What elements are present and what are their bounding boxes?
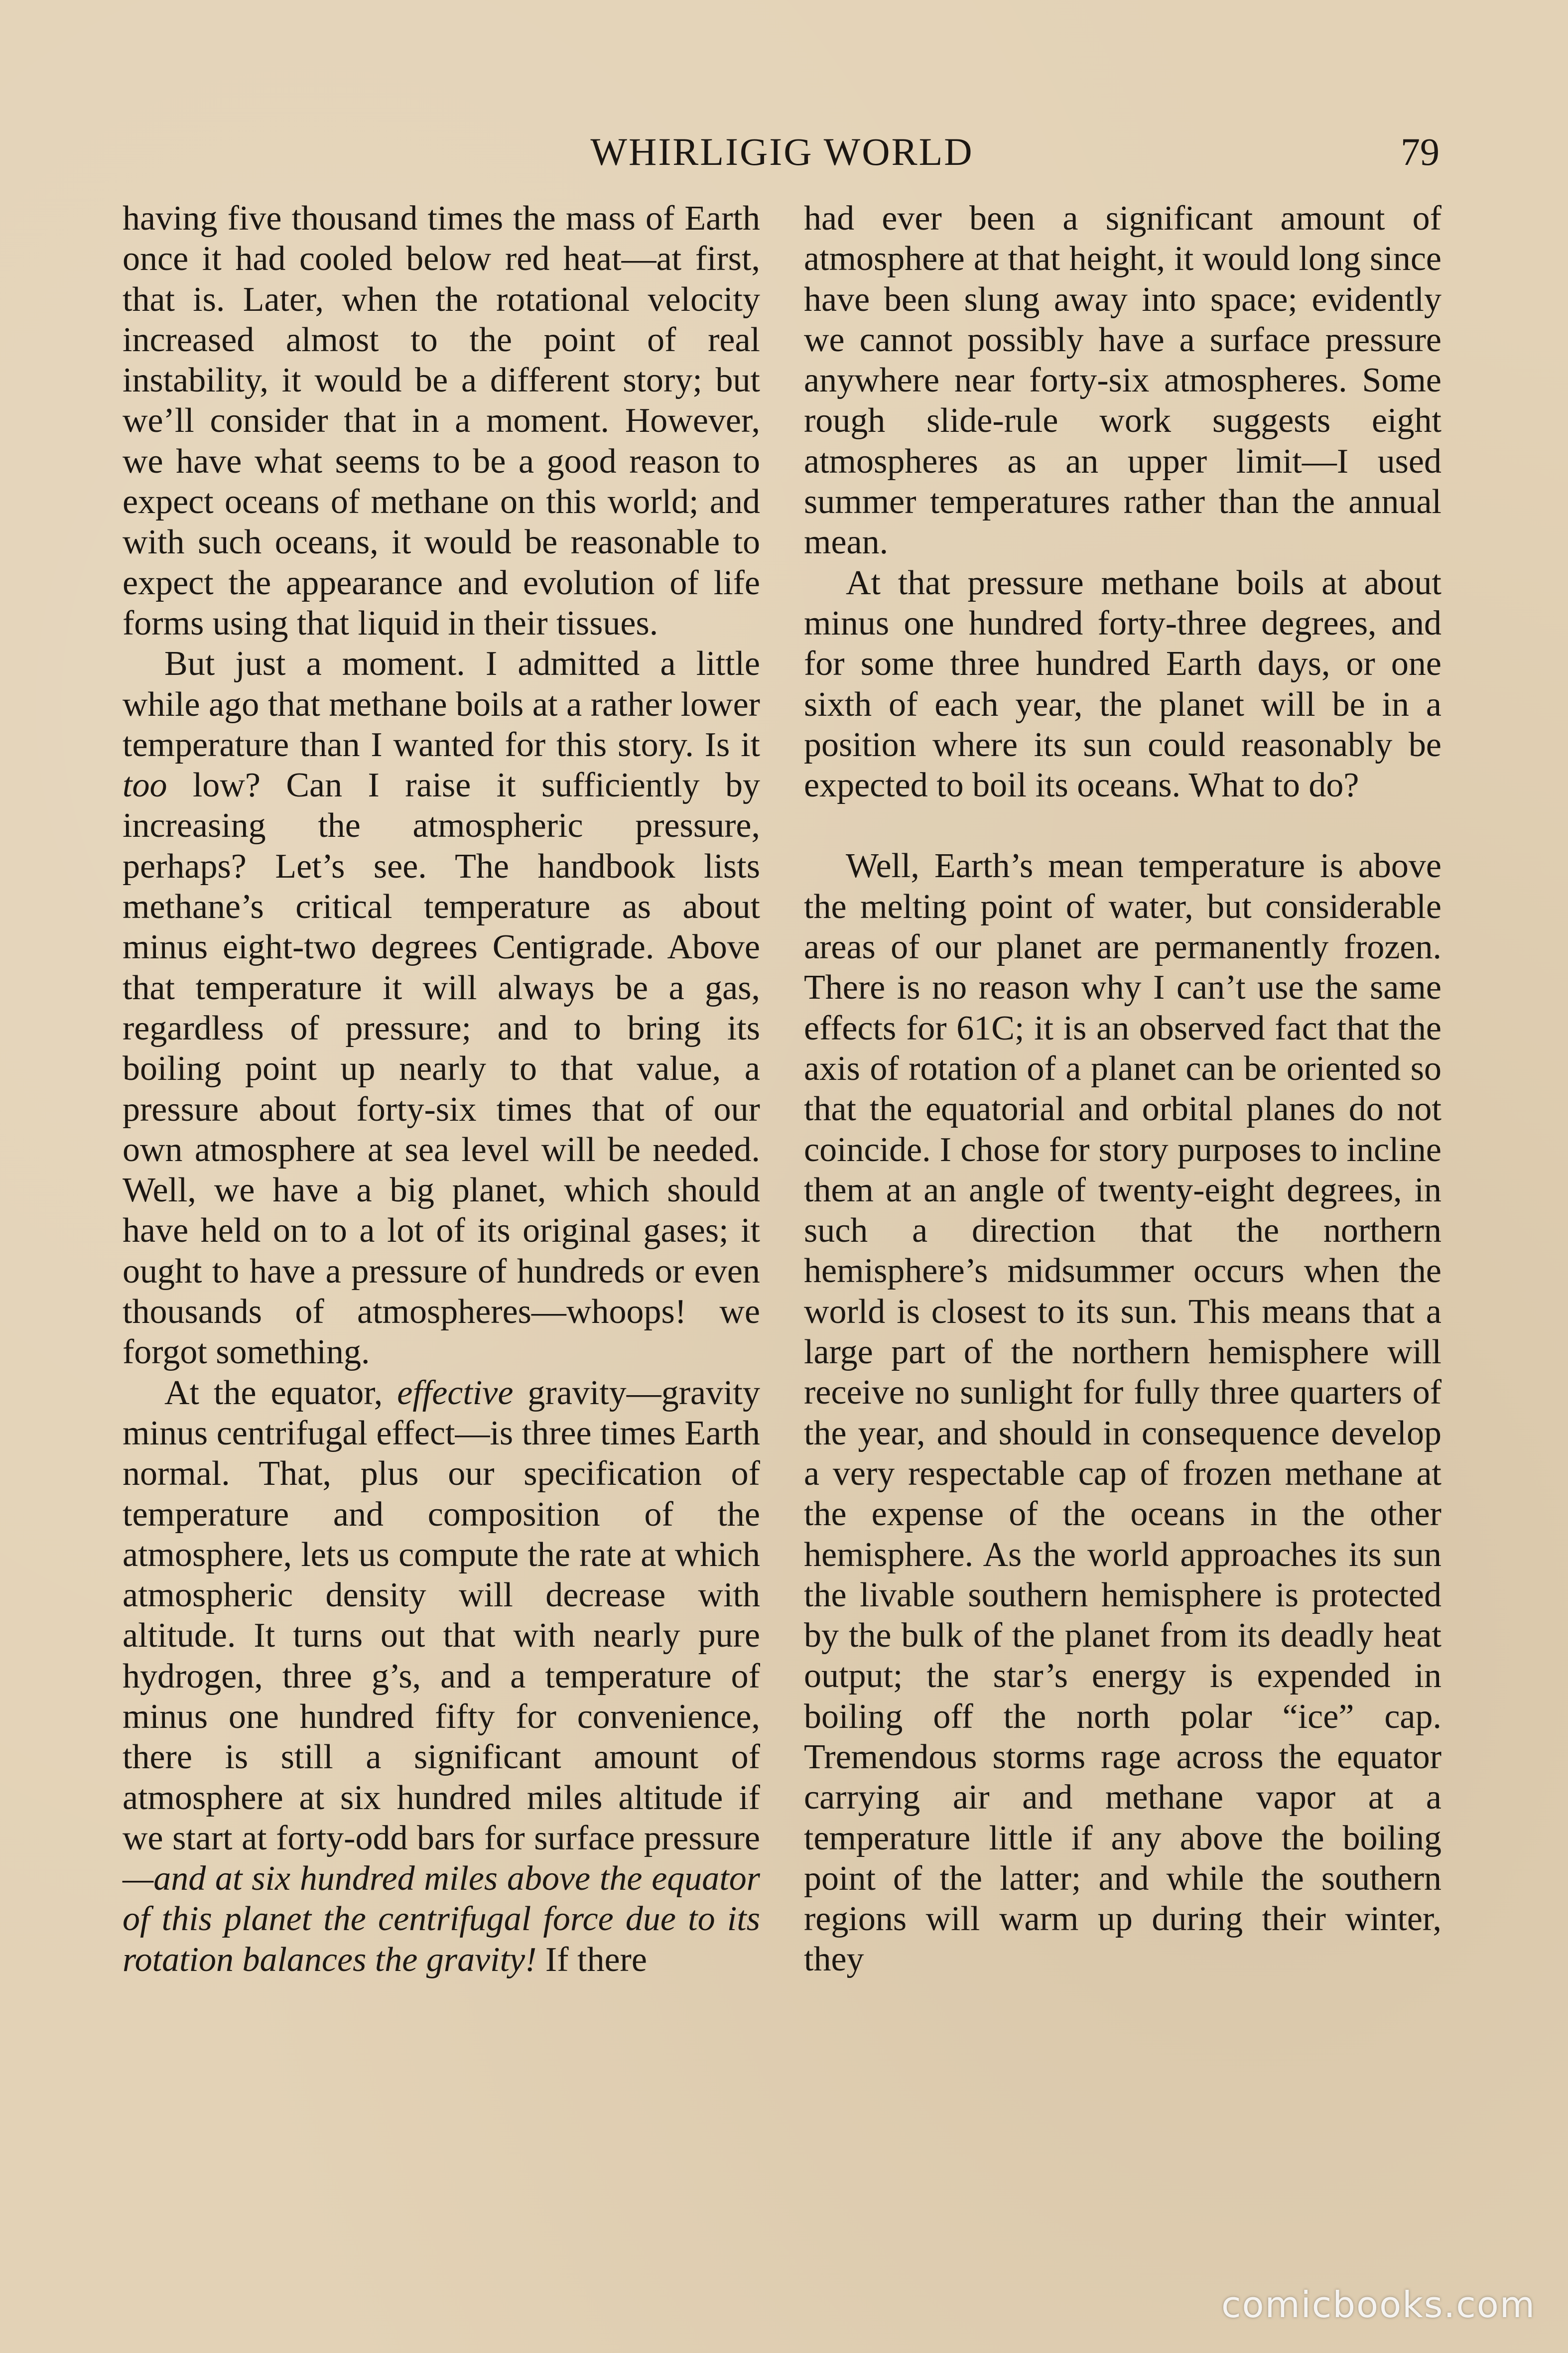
running-title: WHIRLIGIG WORLD [590, 130, 974, 173]
emphasis-text: too [123, 766, 167, 805]
paragraph-text: Well, Earth’s mean temperature is above the melting point of water, but considerable areas of our planet are permanently frozen. There is no reason why I can’t use the same effects for 61C; it is an observed fact that the axis of rotation of a planet can be oriented so that the equatorial and orbital planes do not coincide. I chose for story purposes to incline them at an angle of twenty-eight degrees, in such a direction that the northern hemisphere’s midsummer occurs when the world is closest to its sun. This means that a large part of the northern hemisphere will receive no sunlight for fully three quarters of the year, and should in consequence develop a very respectable cap of frozen methane at the expense of the oceans in the other hemisphere. As the world approaches its sun the livable southern hemisphere is protected by the bulk of the planet from its deadly heat output; the star’s energy is expended in boiling off the north polar “ice” cap. Tremendous storms rage across the equator carrying air and methane vapor at a temperature little if any above the boiling point of the latter; and while the southern regions will warm up during their winter, they [804, 847, 1441, 1979]
paragraph-text: At that pressure methane boils at about minus one hundred forty-three degrees, and for some three hundred Earth days, or one sixth of each year, the planet will be in a position where its sun could reasonably be expected to boil its oceans. What to do? [804, 563, 1441, 805]
paragraph [123, 198, 760, 644]
paragraph [123, 1373, 760, 1980]
left-column [123, 198, 760, 1980]
paragraph [123, 644, 760, 1372]
running-head [125, 125, 1439, 179]
paragraph-text: If there [536, 1940, 647, 1979]
right-column [804, 198, 1441, 1980]
paragraph-text: But just a moment. I admitted a little while ago that methane boils at a rather lower temperature than I wanted for this story. Is it [123, 645, 760, 764]
paragraph [804, 563, 1441, 806]
emphasis-text: —and at six hundred miles above the equator of this planet the centrifugal force due to its rotation balances the gravity! [123, 1859, 760, 1979]
paragraph-text: gravity—gravity minus centrifugal effect—is three times Earth normal. That, plus our specification of temperature and composition of the atmosphere, lets us compute the rate at which atmospheric density will decrease with altitude. It turns out that with nearly pure hydrogen, three g’s, and a temperature of minus one hundred fifty for convenience, there is still a significant amount of atmosphere at six hundred miles altitude if we start at forty-odd bars for surface pressure [123, 1373, 760, 1857]
paragraph [804, 198, 1441, 563]
site-watermark: comicbooks.com [1221, 2284, 1536, 2326]
section-break [804, 805, 1441, 846]
page-number: 79 [1401, 130, 1439, 173]
paragraph [804, 846, 1441, 1979]
emphasis-text: effective [397, 1373, 514, 1412]
paragraph-text: had ever been a significant amount of atmosphere at that height, it would long since have been slung away into space; evidently we cannot possibly have a surface pressure anywhere near forty-six atmospheres. Some rough slide-rule work suggests eight atmospheres as an upper limit—I used summer temperatures rather than the annual mean. [804, 199, 1441, 562]
paragraph-text: having five thousand times the mass of Earth once it had cooled below red heat—at first, that is. Later, when the rotational velocity increased almost to the point of real instability, it would be a different story; but we’ll consider that in a moment. However, we have what seems to be a good reason to expect oceans of methane on this world; and with such oceans, it would be reasonable to expect the appearance and evolution of life forms using that liquid in their tissues. [123, 199, 760, 643]
paragraph-text: At the equator, [164, 1373, 397, 1412]
paragraph-text: low? Can I raise it sufficiently by increasing the atmospheric pressure, perhaps? Let’s see. The handbook lists methane’s critical temperature as about minus eight-two degrees Centigrade. Above that temperature it will always be a gas, regardless of pressure; and to bring its boiling point up nearly to that value, a pressure about forty-six times that of our own atmosphere at sea level will be needed. Well, we have a big planet, which should have held on to a lot of its original gases; it ought to have a pressure of hundreds or even thousands of atmospheres—whoops! we forgot something. [123, 766, 760, 1372]
